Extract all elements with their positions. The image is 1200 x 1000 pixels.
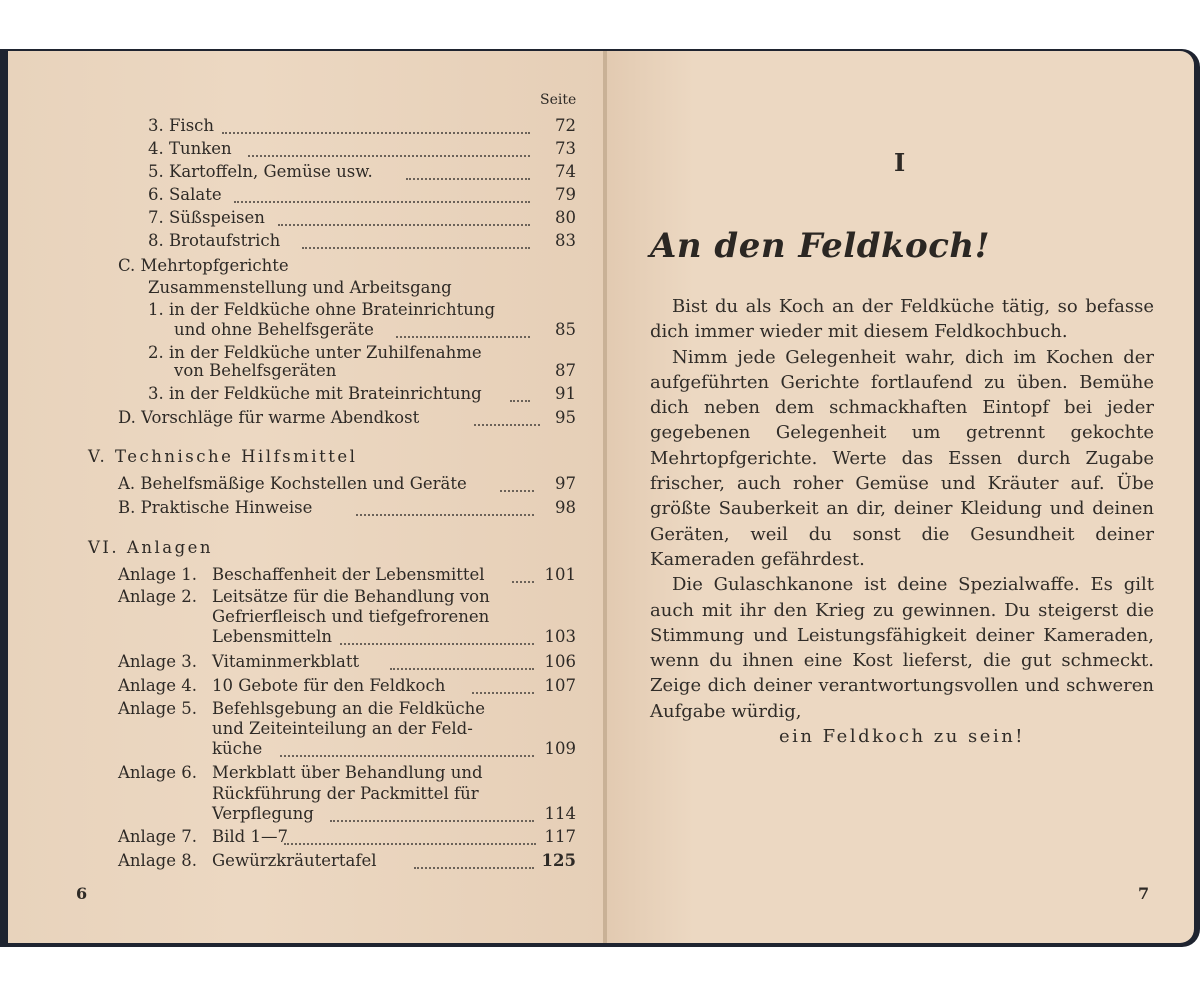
toc-entry-page: 107 [544,676,576,695]
toc-entry-page: 117 [544,827,576,846]
toc-entry-label: 7. Süßspeisen [148,208,265,227]
anlage-prefix: Anlage 6. [118,763,197,782]
toc-leader-dots [390,666,534,670]
anlage-label-cont: Gefrierfleisch und tiefgefrorenen [212,607,490,626]
page-number-left: 6 [76,884,88,903]
toc-entry-label-cont: und ohne Behelfsgeräte [174,320,374,339]
toc-entry-page: 83 [555,231,576,250]
toc-entry-label: 5. Kartoffeln, Gemüse usw. [148,162,373,181]
chapter-vi-title: VI. Anlagen [88,538,214,557]
toc-entry-page: 73 [555,139,576,158]
toc-leader-dots [248,153,530,157]
toc-entry-page: 72 [555,116,576,135]
toc-leader-dots [284,841,536,845]
anlage-prefix: Anlage 3. [118,652,197,671]
anlage-label: Beschaffenheit der Lebensmittel [212,565,485,584]
toc-leader-dots [472,690,534,694]
anlage-label-cont: und Zeiteinteilung an der Feld- [212,719,473,738]
anlage-label: Merkblatt über Behandlung und [212,763,483,782]
anlage-label: Vitaminmerkblatt [212,652,360,671]
toc-entry-page: 87 [555,361,576,380]
book-gutter [603,51,607,943]
toc-leader-dots [500,488,534,492]
toc-entry-page: 109 [544,739,576,758]
page-title: An den Feldkoch! [650,226,991,266]
toc-leader-dots [280,753,534,757]
anlage-prefix: Anlage 4. [118,676,197,695]
chapter-number: I [894,148,906,177]
toc-leader-dots [406,176,530,180]
anlage-label-cont: Lebensmitteln [212,627,332,646]
toc-entry-page: 80 [555,208,576,227]
toc-leader-dots [510,398,530,402]
toc-entry-label: 8. Brotaufstrich [148,231,281,250]
toc-entry-page: 101 [544,565,576,584]
anlage-label: Bild 1—7 [212,827,288,846]
chapter-v-title: V. Technische Hilfsmittel [88,447,358,466]
toc-leader-dots [234,199,530,203]
toc-leader-dots [302,245,530,249]
toc-entry-label: D. Vorschläge für warme Abendkost [118,408,420,427]
toc-entry-label-cont: von Behelfsgeräten [174,361,337,380]
toc-entry-label: 3. Fisch [148,116,215,135]
toc-leader-dots [278,222,530,226]
toc-entry-label: 3. in der Feldküche mit Brateinrichtung [148,384,482,403]
seite-label: Seite [540,92,577,108]
toc-entry-page: 79 [555,185,576,204]
toc-leader-dots [330,818,534,822]
toc-entry-label: B. Praktische Hinweise [118,498,313,517]
page-number-right: 7 [1138,884,1150,903]
toc-entry-label: A. Behelfsmäßige Kochstellen und Geräte [118,474,467,493]
toc-entry-page: 114 [544,804,576,823]
toc-entry-page: 95 [555,408,576,427]
section-c-subtitle: Zusammenstellung und Arbeitsgang [148,278,452,297]
toc-leader-dots [396,334,530,338]
anlage-prefix: Anlage 5. [118,699,197,718]
toc-entry-page: 106 [544,652,576,671]
toc-entry-label: 2. in der Feldküche unter Zuhilfenahme [148,343,482,362]
toc-entry-page: 91 [555,384,576,403]
paragraph: Nimm jede Gelegenheit wahr, dich im Kochen der aufgeführten Gerichte fortlaufend zu üben. Bemühe dich neben dem schmackhaften Eintopf bei jeder gegebenen Gelegenheit um getrennt gekochte Mehrtopfgerichte. Werte das Essen durch Zugabe frischer, auch roher Gemüse und Kräuter auf. Übe größte Sauberkeit an dir, deiner Kleidung und deinen Geräten, weil du sonst die Gesundheit deiner Kameraden gefährdest. [650,346,1154,570]
section-c-title: C. Mehrtopfgerichte [118,256,289,275]
toc-leader-dots [222,130,530,134]
toc-entry-page: 98 [555,498,576,517]
anlage-prefix: Anlage 7. [118,827,197,846]
toc-leader-dots [512,579,534,583]
closing-line: ein Feldkoch zu sein! [778,726,1026,748]
toc-leader-dots [414,865,534,869]
anlage-prefix: Anlage 2. [118,587,197,606]
toc-entry-label: 4. Tunken [148,139,232,158]
toc-entry-label: 1. in der Feldküche ohne Brateinrichtung [148,300,496,319]
toc-entry-page: 85 [555,320,576,339]
anlage-label: Gewürzkräutertafel [212,851,377,870]
anlage-prefix: Anlage 8. [118,851,197,870]
toc-leader-dots [340,641,534,645]
body-text [650,294,1154,749]
toc-entry-page: 74 [555,162,576,181]
anlage-label: Leitsätze für die Behandlung von [212,587,490,606]
anlage-label-cont: Rückführung der Packmittel für [212,784,479,803]
toc-entry-page: 103 [544,627,576,646]
toc-entry-label: 6. Salate [148,185,222,204]
paragraph: Bist du als Koch an der Feldküche tätig, so befasse dich immer wieder mit diesem Feldkochbuch. [650,296,1154,343]
toc-entry-page: 125 [541,851,576,870]
toc-entry-page: 97 [555,474,576,493]
anlage-label: 10 Gebote für den Feldkoch [212,676,446,695]
toc-leader-dots [356,512,534,516]
paragraph: Die Gulaschkanone ist deine Spezialwaffe. Es gilt auch mit ihr den Krieg zu gewinnen. Du steigerst die Stimmung und Leistungsfähigkeit deiner Kameraden, wenn du ihnen eine Kost lieferst, die gut schmeckt. Zeige dich deiner verantwortungsvollen und schweren Aufgabe würdig, [650,574,1154,722]
anlage-prefix: Anlage 1. [118,565,197,584]
anlage-label-cont: küche [212,739,263,758]
toc-leader-dots [474,422,540,426]
anlage-label-cont: Verpflegung [212,804,314,823]
anlage-label: Befehlsgebung an die Feldküche [212,699,486,718]
